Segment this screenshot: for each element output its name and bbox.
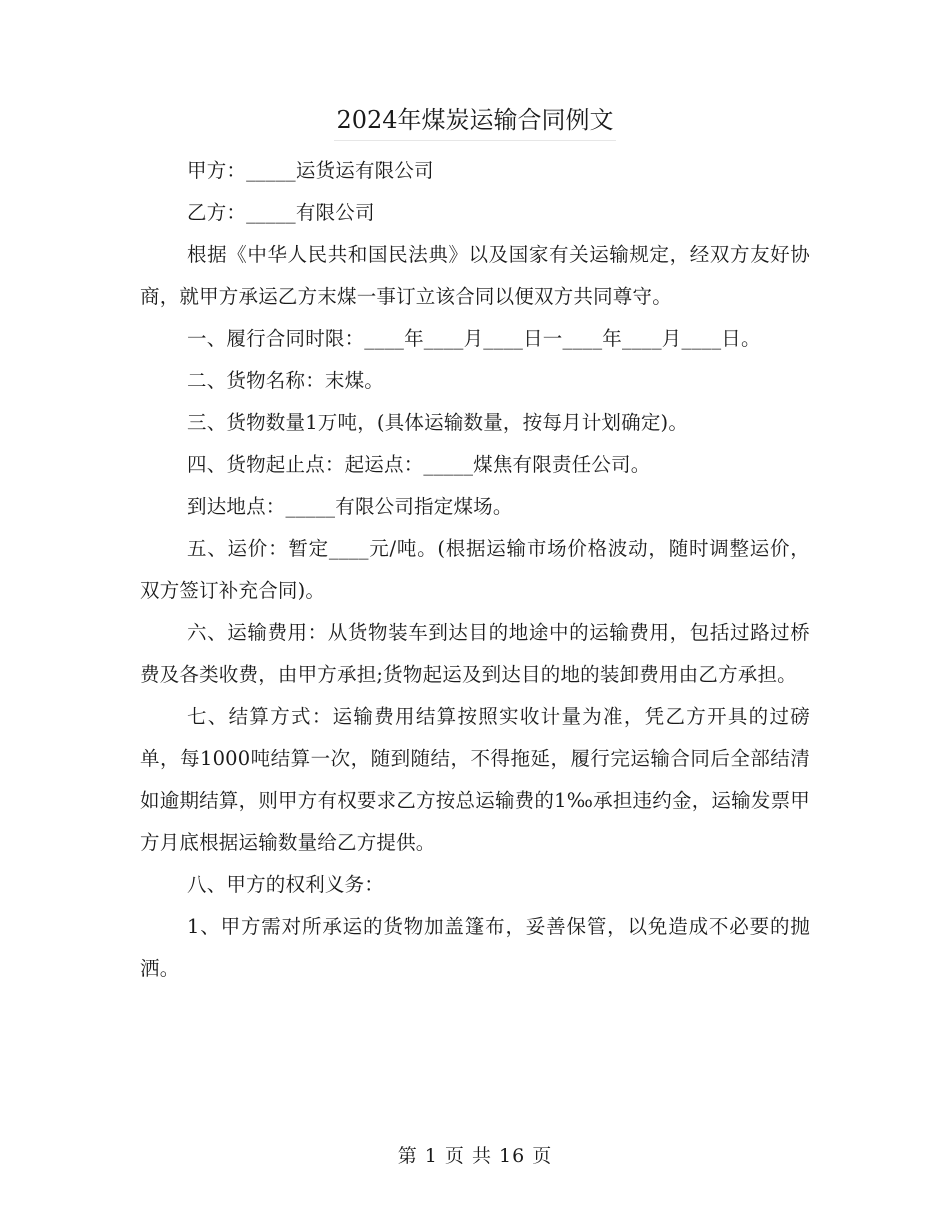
preamble-paragraph: 根据《中华人民共和国民法典》以及国家有关运输规定，经双方友好协商，就甲方承运乙方末煤一事订立该合同以便双方共同尊守。 [140,243,810,308]
party-a-line: 甲方：_____运货运有限公司 [187,159,434,182]
clause-party-a-duty-1: 1、甲方需对所承运的货物加盖篷布，妥善保管，以免造成不必要的抛洒。 [140,915,810,980]
clause-destination: 到达地点：_____有限公司指定煤场。 [187,495,513,518]
clause-settlement: 七、结算方式：运输费用结算按照实收计量为准，凭乙方开具的过磅单，每1000吨结算一次，随到随结，不得拖延，履行完运输合同后全部结清如逾期结算，则甲方有权要求乙方按总运输费的1‰承担违约金，运输发票甲方月底根据运输数量给乙方提供。 [140,705,810,854]
title-container [0,100,950,141]
contract-body [140,150,810,990]
clause-goods-quantity: 三、货物数量1万吨，(具体运输数量，按每月计划确定)。 [187,411,689,434]
clause-party-a-rights-heading: 八、甲方的权利义务： [187,873,385,896]
document-title: 2024年煤炭运输合同例文 [334,100,615,141]
clause-freight-rate: 五、运价：暂定____元/吨。(根据运输市场价格波动，随时调整运价，双方签订补充合同)。 [140,537,810,602]
clause-term: 一、履行合同时限：____年____月____日一____年____月____日。 [187,327,761,350]
party-b-line: 乙方：_____有限公司 [187,201,375,224]
page-footer: 第 1 页 共 16 页 [397,1145,553,1167]
clause-transport-costs: 六、运输费用：从货物装车到达目的地途中的运输费用，包括过路过桥费及各类收费，由甲方承担;货物起运及到达目的地的装卸费用由乙方承担。 [140,621,810,686]
clause-goods-name: 二、货物名称：末煤。 [187,369,385,392]
clause-origin: 四、货物起止点：起运点：_____煤焦有限责任公司。 [187,453,651,476]
